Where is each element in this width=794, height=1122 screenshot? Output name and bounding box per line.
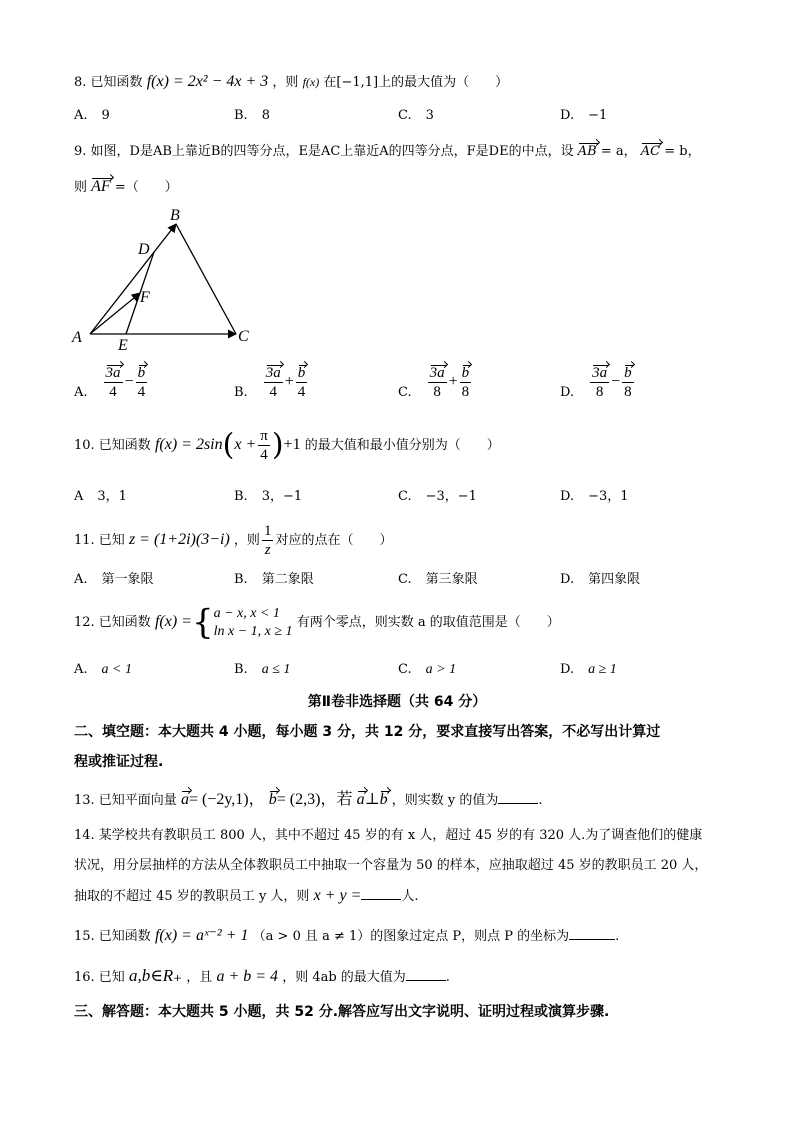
q12-prefix: 12. 已知函数 <box>74 615 151 630</box>
q8-interval: 在[−1,1]上的最大值为（ ） <box>323 75 509 90</box>
q11-prefix: 11. 已知 <box>74 533 125 548</box>
q10-option-a: A 3，1 <box>74 489 127 504</box>
q11-option-b: B. 第二象限 <box>234 572 314 587</box>
question-12-options <box>74 662 714 684</box>
question-9-stem-line1 <box>74 142 701 162</box>
q9-option-c: C. $\frac{3a}{8}$ + $\frac{b}{8}$ <box>398 365 470 400</box>
q16-mid: ，且 <box>186 970 213 985</box>
q10-frac-den: 4 <box>260 447 268 463</box>
fill-heading-line2: 程或推证过程. <box>74 754 164 770</box>
question-8-stem <box>74 72 508 93</box>
q12-option-a: A. a < 1 <box>74 662 132 677</box>
q11-formula: z = (1+2i)(3−i) <box>128 531 230 548</box>
q9-ac-vector: AC <box>641 142 660 162</box>
q11-suffix: 对应的点在（ ） <box>275 533 393 548</box>
question-13: 13. 已知平面向量 a= (−2y,1)， b= (2,3)，若 a⊥b ，则实数 y 的值为 . <box>74 791 543 808</box>
question-16: 16. 已知 a,b∈R₊ ，且 a + b = 4 ，则 4ab 的最大值为 . <box>74 966 450 985</box>
segment-bc <box>176 224 236 334</box>
q11-frac-den: z <box>264 542 271 558</box>
q10-formula-right: +1 <box>283 436 301 453</box>
label-b: B <box>170 207 180 224</box>
q12-option-b: B. a ≤ 1 <box>234 662 291 677</box>
triangle-figure <box>66 200 266 355</box>
label-c: C <box>238 328 249 345</box>
question-11-stem <box>74 521 392 560</box>
q9-option-a: A. $\frac{3a}{4}$ − $\frac{b}{4}$ <box>74 365 146 400</box>
fill-heading-line1: 二、填空题：本大题共 4 小题，每小题 3 分，共 12 分，要求直接写出答案，不必写出计算过 <box>74 724 661 740</box>
question-10-options <box>74 485 714 507</box>
question-14-line3 <box>74 886 419 907</box>
q9-af-vector: AF <box>91 178 111 195</box>
q9-option-d: D. $\frac{3a}{8}$ − $\frac{b}{8}$ <box>560 365 632 400</box>
q16-suffix: ，则 4ab 的最大值为 <box>282 970 406 985</box>
q16-formula: a,b∈R₊ <box>128 966 183 985</box>
q12-option-d: D. a ≥ 1 <box>560 662 617 677</box>
q8-option-a: A. 9 <box>74 108 110 123</box>
q9-line2-suffix: =（ ） <box>114 180 178 195</box>
q8-option-c: C. 3 <box>398 108 434 123</box>
q11-option-c: C. 第三象限 <box>398 572 478 587</box>
q16-prefix: 16. 已知 <box>74 970 125 985</box>
q8-prefix: 8. 已知函数 <box>74 75 143 90</box>
q10-frac-num: π <box>260 428 268 444</box>
q14-suffix: 人. <box>401 889 419 904</box>
q8-option-d: D. −1 <box>560 108 608 123</box>
vector-ab <box>90 224 176 334</box>
q8-option-b: B. 8 <box>234 108 270 123</box>
question-15: 15. 已知函数 f(x) = aˣ⁻² + 1 （a > 0 且 a ≠ 1）的图象过定点 P，则点 P 的坐标为 . <box>74 927 620 944</box>
q11-option-a: A. 第一象限 <box>74 572 154 587</box>
q15-cond: （a > 0 且 a ≠ 1）的图象过定点 P，则点 P 的坐标为 <box>252 929 570 944</box>
q13-suffix: ，则实数 y 的值为 <box>391 793 499 808</box>
q8-fx: f(x) <box>302 75 320 89</box>
q13-answer-blank[interactable] <box>498 791 538 804</box>
q12-piece-1: a − x, x < 1 <box>213 605 280 621</box>
q10-formula-left: f(x) = 2sin <box>154 436 223 453</box>
question-14-line1: 14. 某学校共有教职员工 800 人，其中不超过 45 岁的有 x 人，超过 45 岁的有 320 人.为了调查他们的健康 <box>74 828 703 843</box>
q14-answer-blank[interactable] <box>361 887 401 900</box>
q10-suffix: 的最大值和最小值分别为（ ） <box>304 438 500 453</box>
q13-a-eq: = (−2y,1)， <box>188 791 265 808</box>
section-2-title: 第Ⅱ卷非选择题（共 64 分） <box>307 694 487 710</box>
label-d: D <box>138 241 150 258</box>
q13-prefix: 13. 已知平面向量 <box>74 793 177 808</box>
q12-fx: f(x) = <box>154 613 192 630</box>
q11-frac-num: 1 <box>263 523 272 539</box>
q9-eq-b: = b， <box>664 144 701 159</box>
q14-line3-prefix: 抽取的不超过 45 岁的教职员工 y 人，则 <box>74 889 310 904</box>
q12-option-c: C. a > 1 <box>398 662 457 677</box>
q10-paren-x: x + <box>234 436 257 453</box>
q15-prefix: 15. 已知函数 <box>74 929 151 944</box>
q12-suffix: 有两个零点，则实数 a 的取值范围是（ ） <box>296 615 560 630</box>
q10-prefix: 10. 已知函数 <box>74 438 151 453</box>
label-a: A <box>72 329 82 346</box>
q10-option-d: D. −3，1 <box>560 489 629 504</box>
q15-formula: f(x) = aˣ⁻² + 1 <box>154 927 249 944</box>
label-e: E <box>118 337 128 354</box>
question-11-options <box>74 568 714 590</box>
q12-piece-2: ln x − 1, x ≥ 1 <box>213 623 293 639</box>
q16-cond: a + b = 4 <box>216 968 279 985</box>
question-12-stem: 12. 已知函数 f(x) ={ a − x, x < 1 ln x − 1, x ≥ 1 有两个零点，则实数 a 的取值范围是（ ） <box>74 602 560 643</box>
q11-option-d: D. 第四象限 <box>560 572 641 587</box>
q9-line1: 9. 如图，D是AB上靠近B的四等分点，E是AC上靠近A的四等分点，F是DE的中点，设 <box>74 144 574 159</box>
q9-line2-prefix: 则 <box>74 180 88 195</box>
q9-ab-vector: AB <box>578 142 597 162</box>
q15-answer-blank[interactable] <box>569 927 615 940</box>
solve-heading: 三、解答题：本大题共 5 小题，共 52 分.解答应写出文字说明、证明过程或演算步骤. <box>74 1004 610 1020</box>
question-9-stem-line2 <box>74 177 178 198</box>
q13-b-eq: = (2,3)，若 <box>276 791 353 808</box>
q10-option-b: B. 3，−1 <box>234 489 303 504</box>
q16-answer-blank[interactable] <box>406 968 446 981</box>
q9-option-b: B. $\frac{3a}{4}$ + $\frac{b}{4}$ <box>234 365 306 400</box>
question-8-options <box>74 108 714 130</box>
q8-mid: ，则 <box>272 75 299 90</box>
q11-mid: ，则 <box>233 533 260 548</box>
q13-perp: ⊥ <box>364 791 380 808</box>
q8-formula: f(x) = 2x² − 4x + 3 <box>146 73 269 90</box>
question-10-stem: 10. 已知函数 f(x) = 2sin(x + $\frac{\pi}{4}$ )+1 的最大值和最小值分别为（ ） <box>74 427 500 463</box>
question-9-options <box>74 364 714 408</box>
label-f: F <box>140 289 150 306</box>
q9-eq-a: = a， <box>600 144 637 159</box>
q14-formula: x + y = <box>313 887 362 904</box>
question-14-line2: 状况，用分层抽样的方法从全体教职员工中抽取一个容量为 50 的样本，应抽取超过 45 岁的教职员工 20 人， <box>74 858 708 873</box>
q10-option-c: C. −3，−1 <box>398 489 477 504</box>
